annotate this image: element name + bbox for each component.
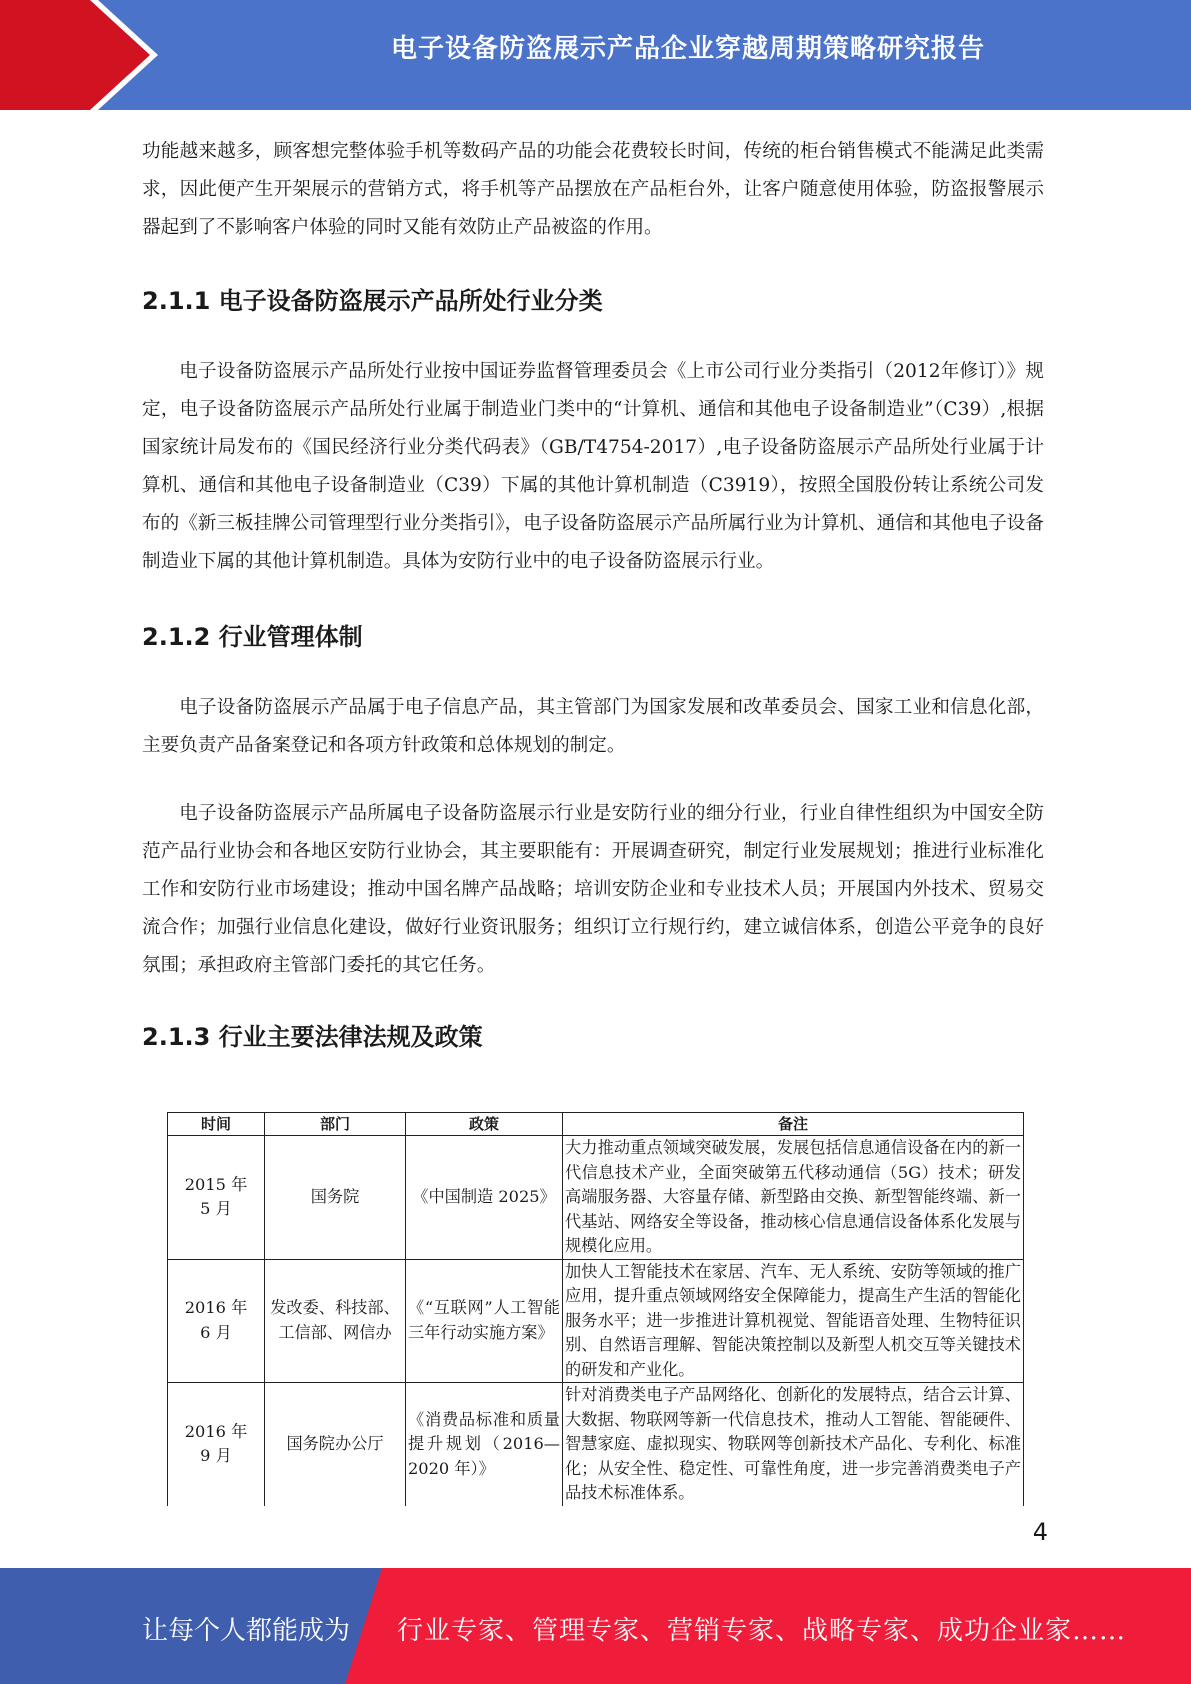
cell-note: 加快人工智能技术在家居、汽车、无人系统、安防等领域的推广应用，提升重点领域网络安全保障能力，提高生产生活的智能化服务水平；进一步推进计算机视觉、智能语音处理、生物特征识别、自然语言理解、智能决策控制以及新型人机交互等关键技术的研发和产业化。 xyxy=(563,1259,1024,1383)
cell-note: 针对消费类电子产品网络化、创新化的发展特点，结合云计算、大数据、物联网等新一代信息技术，推动人工智能、智能硬件、智慧家庭、虚拟现实、物联网等创新技术产品化、专利化、标准化；从安全性、稳定性、可靠性角度，进一步完善消费类电子产品技术标准体系。 xyxy=(563,1383,1024,1506)
column-header-note: 备注 xyxy=(563,1113,1024,1136)
cell-time: 2015 年 5 月 xyxy=(168,1136,265,1260)
footer-slogan-right: 行业专家、管理专家、营销专家、战略专家、成功企业家…… xyxy=(397,1616,1127,1646)
cell-policy: 《中国制造 2025》 xyxy=(406,1136,563,1260)
cell-dept: 发改委、科技部、工信部、网信办 xyxy=(265,1259,406,1383)
table-header-row xyxy=(168,1113,1024,1136)
page-content xyxy=(142,133,1044,1057)
table-row xyxy=(168,1259,1024,1383)
column-header-policy: 政策 xyxy=(406,1113,563,1136)
cell-policy: 《消费品标准和质量提升规划（2016—2020 年）》 xyxy=(406,1383,563,1506)
report-title: 电子设备防盗展示产品企业穿越周期策略研究报告 xyxy=(390,34,985,64)
cell-note: 大力推动重点领域突破发展，发展包括信息通信设备在内的新一代信息技术产业，全面突破第五代移动通信（5G）技术；研发高端服务器、大容量存储、新型路由交换、新型智能终端、新一代基站、网络安全等设备，推动核心信息通信设备体系化发展与规模化应用。 xyxy=(563,1136,1024,1260)
section-2-1-2-paragraph-2: 电子设备防盗展示产品所属电子设备防盗展示行业是安防行业的细分行业，行业自律性组织为中国安全防范产品行业协会和各地区安防行业协会，其主要职能有：开展调查研究，制定行业发展规划；推进行业标准化工作和安防行业市场建设；推动中国名牌产品战略；培训安防企业和专业技术人员；开展国内外技术、贸易交流合作；加强行业信息化建设，做好行业资讯服务；组织订立行规行约，建立诚信体系，创造公平竞争的良好氛围；承担政府主管部门委托的其它任务。 xyxy=(142,803,1044,976)
section-2-1-2-paragraph-1: 电子设备防盗展示产品属于电子信息产品，其主管部门为国家发展和改革委员会、国家工业和信息化部，主要负责产品备案登记和各项方针政策和总体规划的制定。 xyxy=(142,697,1044,756)
section-heading-2-1-1: 2.1.1 电子设备防盗展示产品所处行业分类 xyxy=(142,287,603,315)
header-red-arrow-decoration xyxy=(0,0,230,110)
footer-slogan-left: 让每个人都能成为 xyxy=(142,1616,351,1646)
cell-policy: 《“互联网”人工智能三年行动实施方案》 xyxy=(406,1259,563,1383)
page-header xyxy=(0,0,1191,110)
page-number: 4 xyxy=(1032,1518,1048,1546)
table-row xyxy=(168,1383,1024,1506)
column-header-time: 时间 xyxy=(168,1113,265,1136)
table-row xyxy=(168,1136,1024,1260)
cell-dept: 国务院办公厅 xyxy=(265,1383,406,1506)
column-header-dept: 部门 xyxy=(265,1113,406,1136)
section-heading-2-1-3: 2.1.3 行业主要法律法规及政策 xyxy=(142,1023,483,1051)
section-2-1-1-paragraph: 电子设备防盗展示产品所处行业按中国证券监督管理委员会《上市公司行业分类指引（2012年修订）》规定，电子设备防盗展示产品所处行业属于制造业门类中的“计算机、通信和其他电子设备制造业”（C39）,根据国家统计局发布的《国民经济行业分类代码表》（GB/T4754-2017）,电子设备防盗展示产品所处行业属于计算机、通信和其他电子设备制造业（C39）下属的其他计算机制造（C3919），按照全国股份转让系统公司发布的《新三板挂牌公司管理型行业分类指引》，电子设备防盗展示产品所属行业为计算机、通信和其他电子设备制造业下属的其他计算机制造。具体为安防行业中的电子设备防盗展示行业。 xyxy=(142,361,1044,572)
cell-dept: 国务院 xyxy=(265,1136,406,1260)
intro-paragraph: 功能越来越多，顾客想完整体验手机等数码产品的功能会花费较长时间，传统的柜台销售模式不能满足此类需求，因此便产生开架展示的营销方式，将手机等产品摆放在产品柜台外，让客户随意使用体验，防盗报警展示器起到了不影响客户体验的同时又能有效防止产品被盗的作用。 xyxy=(142,141,1044,238)
page-footer xyxy=(0,1568,1191,1684)
policy-table xyxy=(167,1112,1024,1506)
cell-time: 2016 年 6 月 xyxy=(168,1259,265,1383)
section-heading-2-1-2: 2.1.2 行业管理体制 xyxy=(142,623,363,651)
cell-time: 2016 年 9 月 xyxy=(168,1383,265,1506)
